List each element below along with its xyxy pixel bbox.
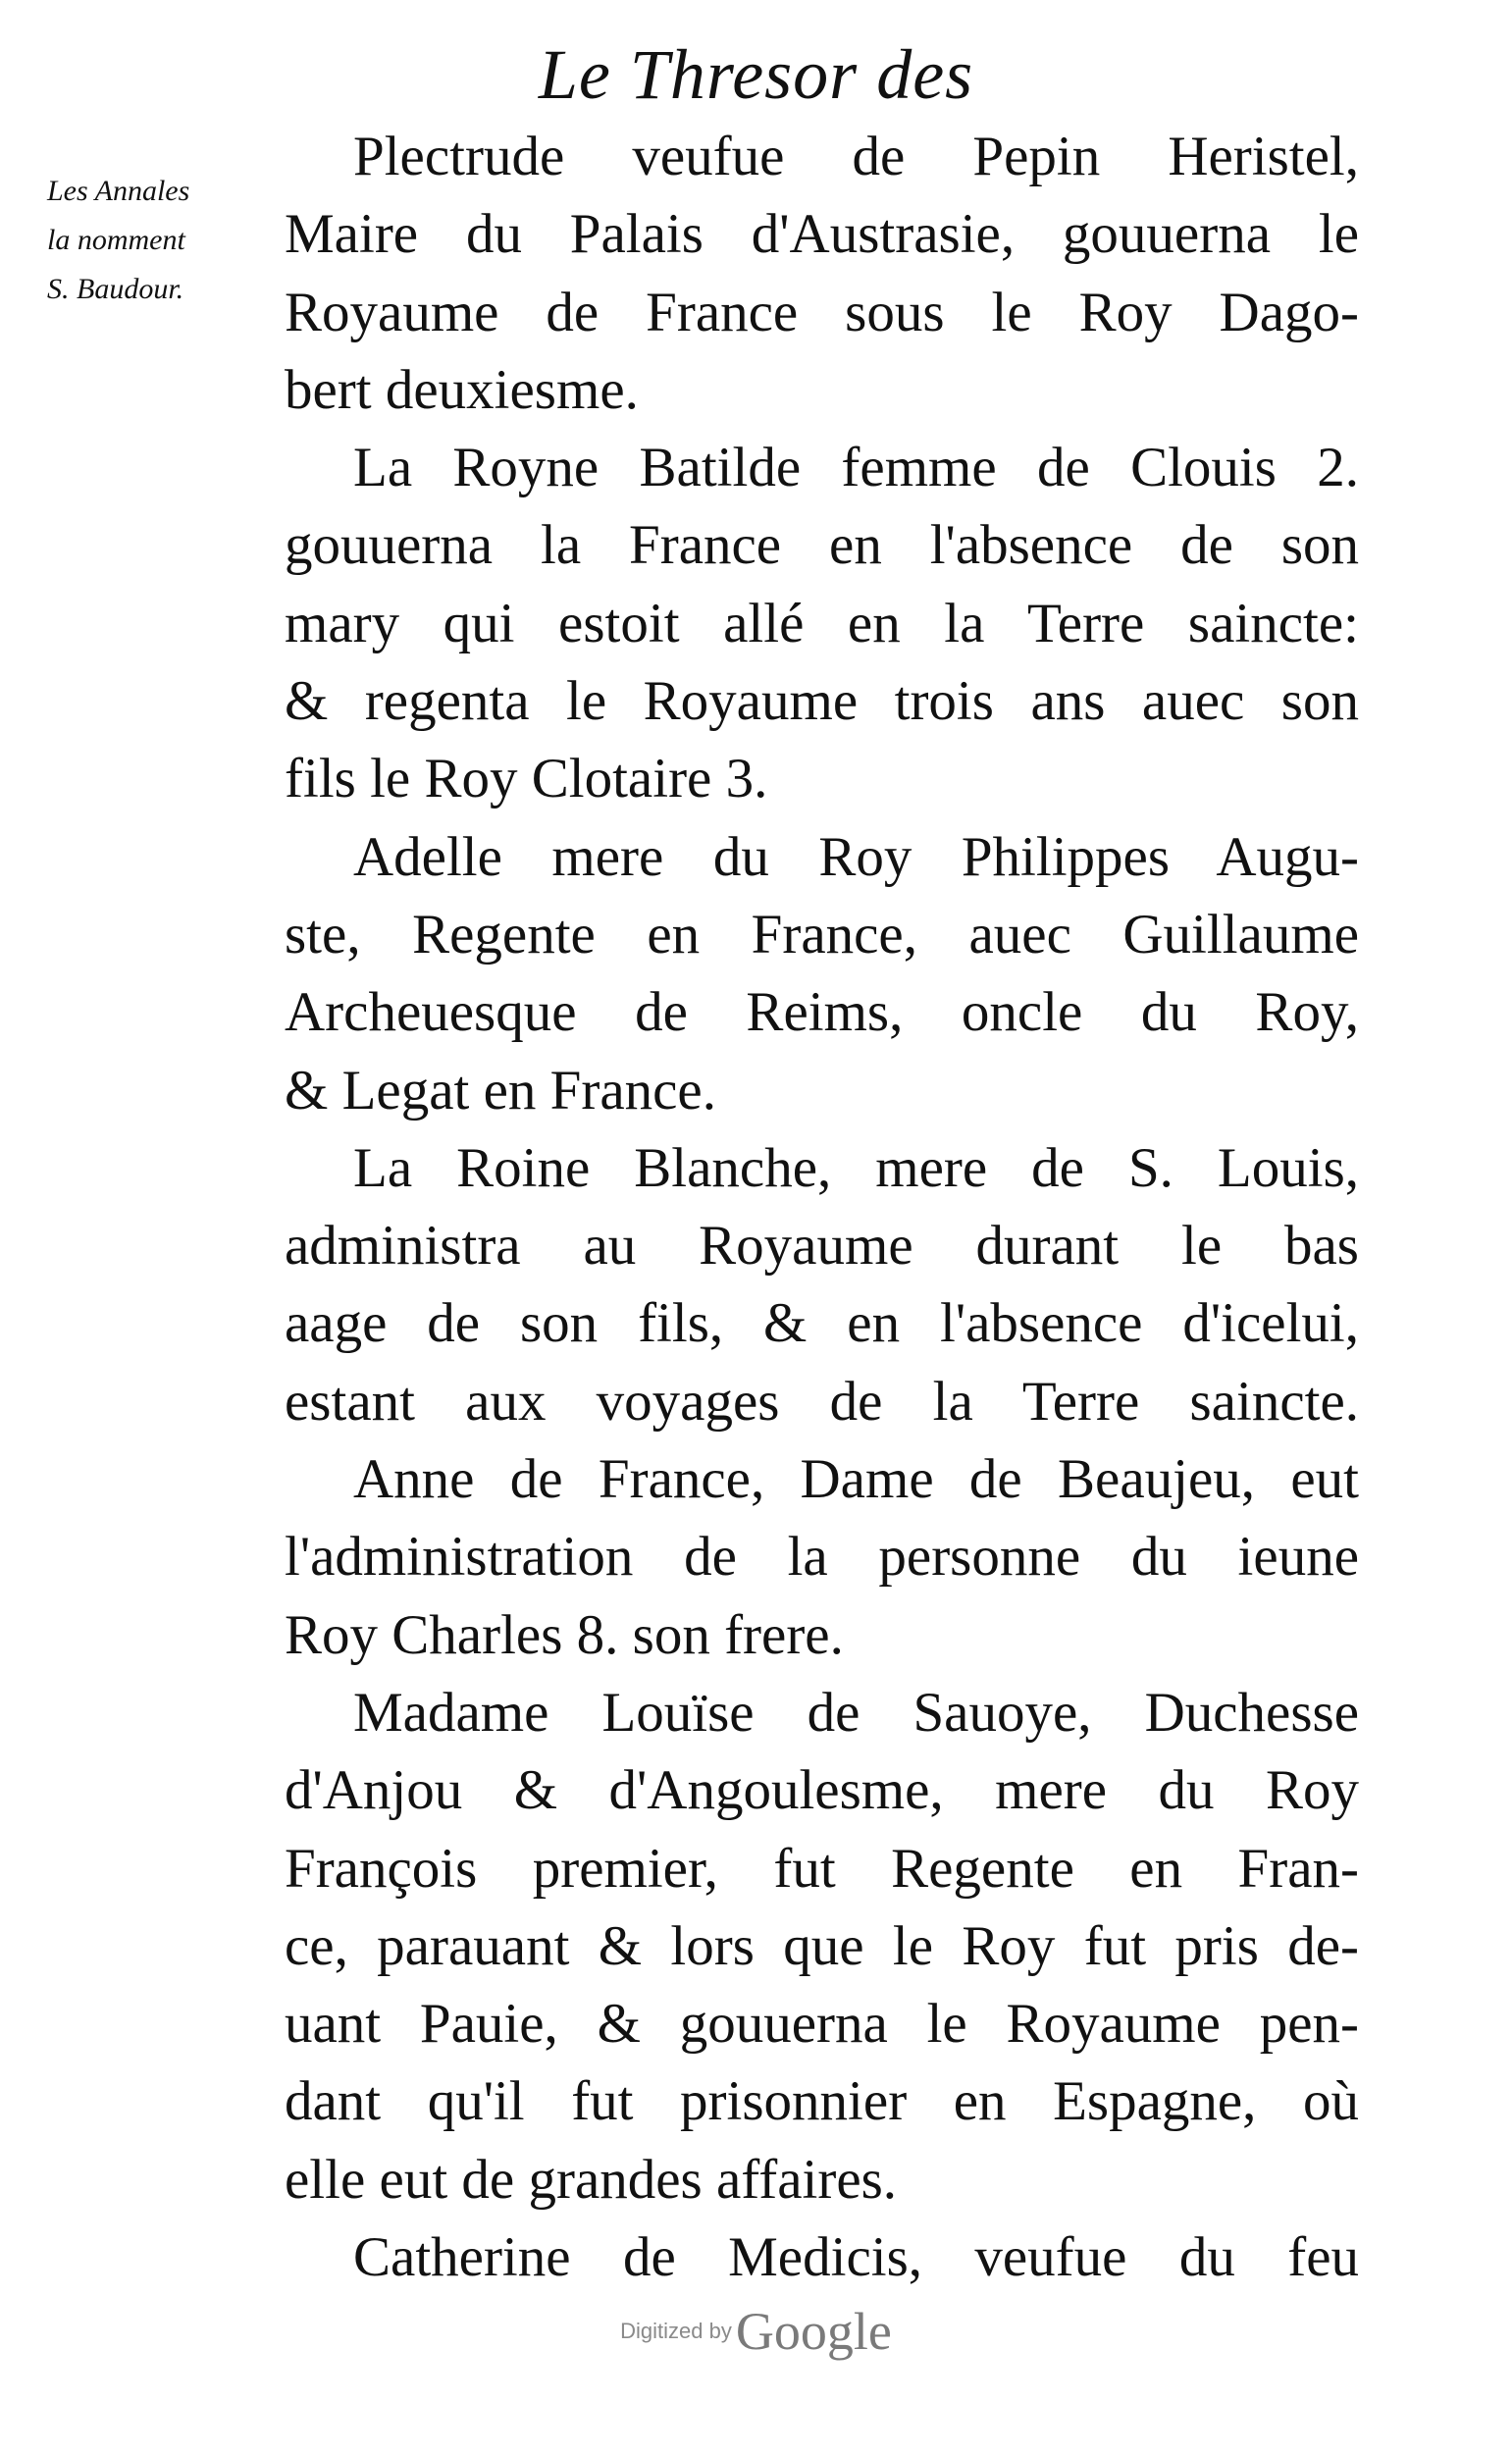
- text-line: Catherine de Medicis, veufue du feu: [353, 2226, 1359, 2289]
- text-line: mary qui estoit allé en la Terre saincte:: [285, 592, 1359, 654]
- text-line: l'administration de la personne du ieune: [285, 1526, 1359, 1589]
- text-line: administra au Royaume durant le bas: [285, 1215, 1359, 1278]
- text-line: ste, Regente en France, auec Guillaume: [285, 903, 1359, 966]
- text-line: d'Anjou & d'Angoulesme, mere du Roy: [285, 1759, 1359, 1822]
- text-line: Anne de France, Dame de Beaujeu, eut: [353, 1448, 1359, 1511]
- text-line: Plectrude veufue de Pepin Heristel,: [353, 126, 1359, 187]
- text-line: & regenta le Royaume trois ans auec son: [285, 670, 1359, 733]
- margin-note-line: Les Annales: [47, 175, 190, 207]
- text-line: Roy Charles 8. son frere.: [285, 1603, 844, 1666]
- text-line: estant aux voyages de la Terre saincte.: [285, 1370, 1359, 1433]
- text-line: elle eut de grandes affaires.: [285, 2148, 898, 2211]
- text-line: Madame Louïse de Sauoye, Duchesse: [353, 1681, 1359, 1744]
- margin-note-line: la nomment: [47, 224, 185, 256]
- margin-note-line: S. Baudour.: [47, 273, 184, 305]
- text-line: Adelle mere du Roy Philippes Augu-: [353, 825, 1359, 888]
- text-line: La Roine Blanche, mere de S. Louis,: [353, 1136, 1359, 1199]
- text-line: fils le Roy Clotaire 3.: [285, 748, 768, 810]
- text-line: Maire du Palais d'Austrasie, gouuerna le: [285, 203, 1359, 266]
- watermark-prefix: Digitized by: [620, 2319, 732, 2343]
- margin-note: [47, 167, 292, 314]
- text-line: & Legat en France.: [285, 1059, 716, 1122]
- text-line: aage de son fils, & en l'absence d'icelui,: [285, 1292, 1359, 1355]
- running-header: Le Thresor des: [538, 35, 974, 114]
- text-line: bert deuxiesme.: [285, 358, 639, 421]
- body-text: [285, 118, 1359, 2296]
- text-line: dant qu'il fut prisonnier en Espagne, où: [285, 2070, 1359, 2133]
- google-logo: Google: [735, 2302, 892, 2361]
- text-line: gouuerna la France en l'absence de son: [285, 514, 1359, 577]
- text-line: uant Pauie, & gouuerna le Royaume pen-: [285, 1993, 1359, 2056]
- digitized-watermark: [0, 2301, 1512, 2362]
- text-line: La Royne Batilde femme de Clouis 2.: [353, 437, 1359, 499]
- text-line: Archeuesque de Reims, oncle du Roy,: [285, 981, 1359, 1044]
- text-line: François premier, fut Regente en Fran-: [285, 1837, 1359, 1900]
- text-line: Royaume de France sous le Roy Dago-: [285, 281, 1359, 343]
- text-line: ce, parauant & lors que le Roy fut pris de-: [285, 1914, 1359, 1977]
